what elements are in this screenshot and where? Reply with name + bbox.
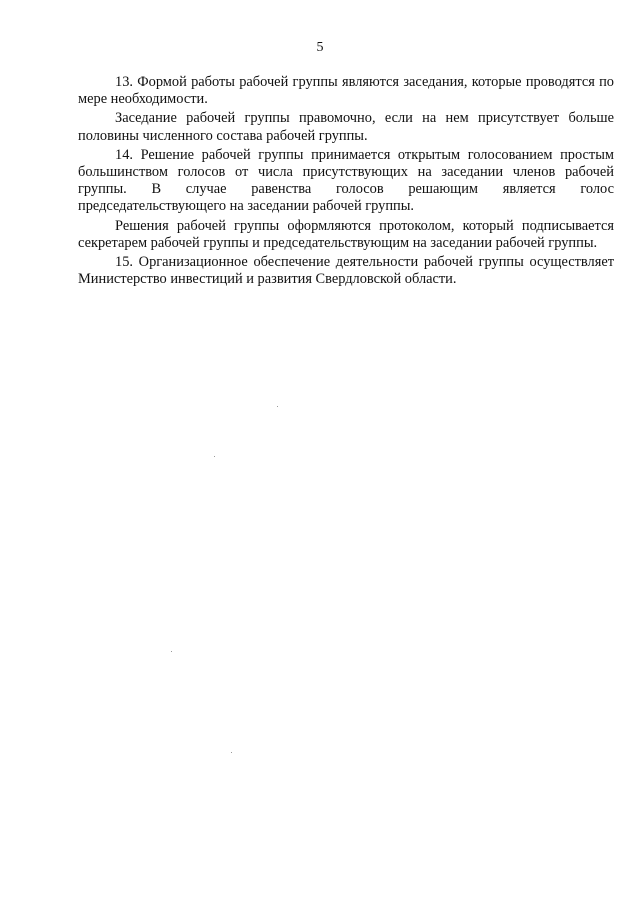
paragraph-13: 13. Формой работы рабочей группы являются заседания, которые проводятся по мере необходимости. xyxy=(78,74,614,108)
paragraph-15: 15. Организационное обеспечение деятельности рабочей группы осуществляет Министерство инвестиций и развития Свердловской области. xyxy=(78,254,614,288)
document-body xyxy=(78,74,614,290)
paragraph-protocol: Решения рабочей группы оформляются протоколом, который подписывается секретарем рабочей группы и председательствующим на заседании рабочей группы. xyxy=(78,217,614,251)
paragraph-14: 14. Решение рабочей группы принимается открытым голосованием простым большинством голосов от числа присутствующих на заседании членов рабочей группы. В случае равенства голосов решающим является голос председательствующего на заседании рабочей группы. xyxy=(78,146,614,215)
paragraph-quorum: Заседание рабочей группы правомочно, если на нем присутствует больше половины численного состава рабочей группы. xyxy=(78,110,614,144)
scan-speck xyxy=(214,456,215,457)
page-number: 5 xyxy=(316,40,324,55)
scan-speck xyxy=(277,406,278,407)
scan-speck xyxy=(171,651,172,652)
scan-speck xyxy=(231,752,232,753)
